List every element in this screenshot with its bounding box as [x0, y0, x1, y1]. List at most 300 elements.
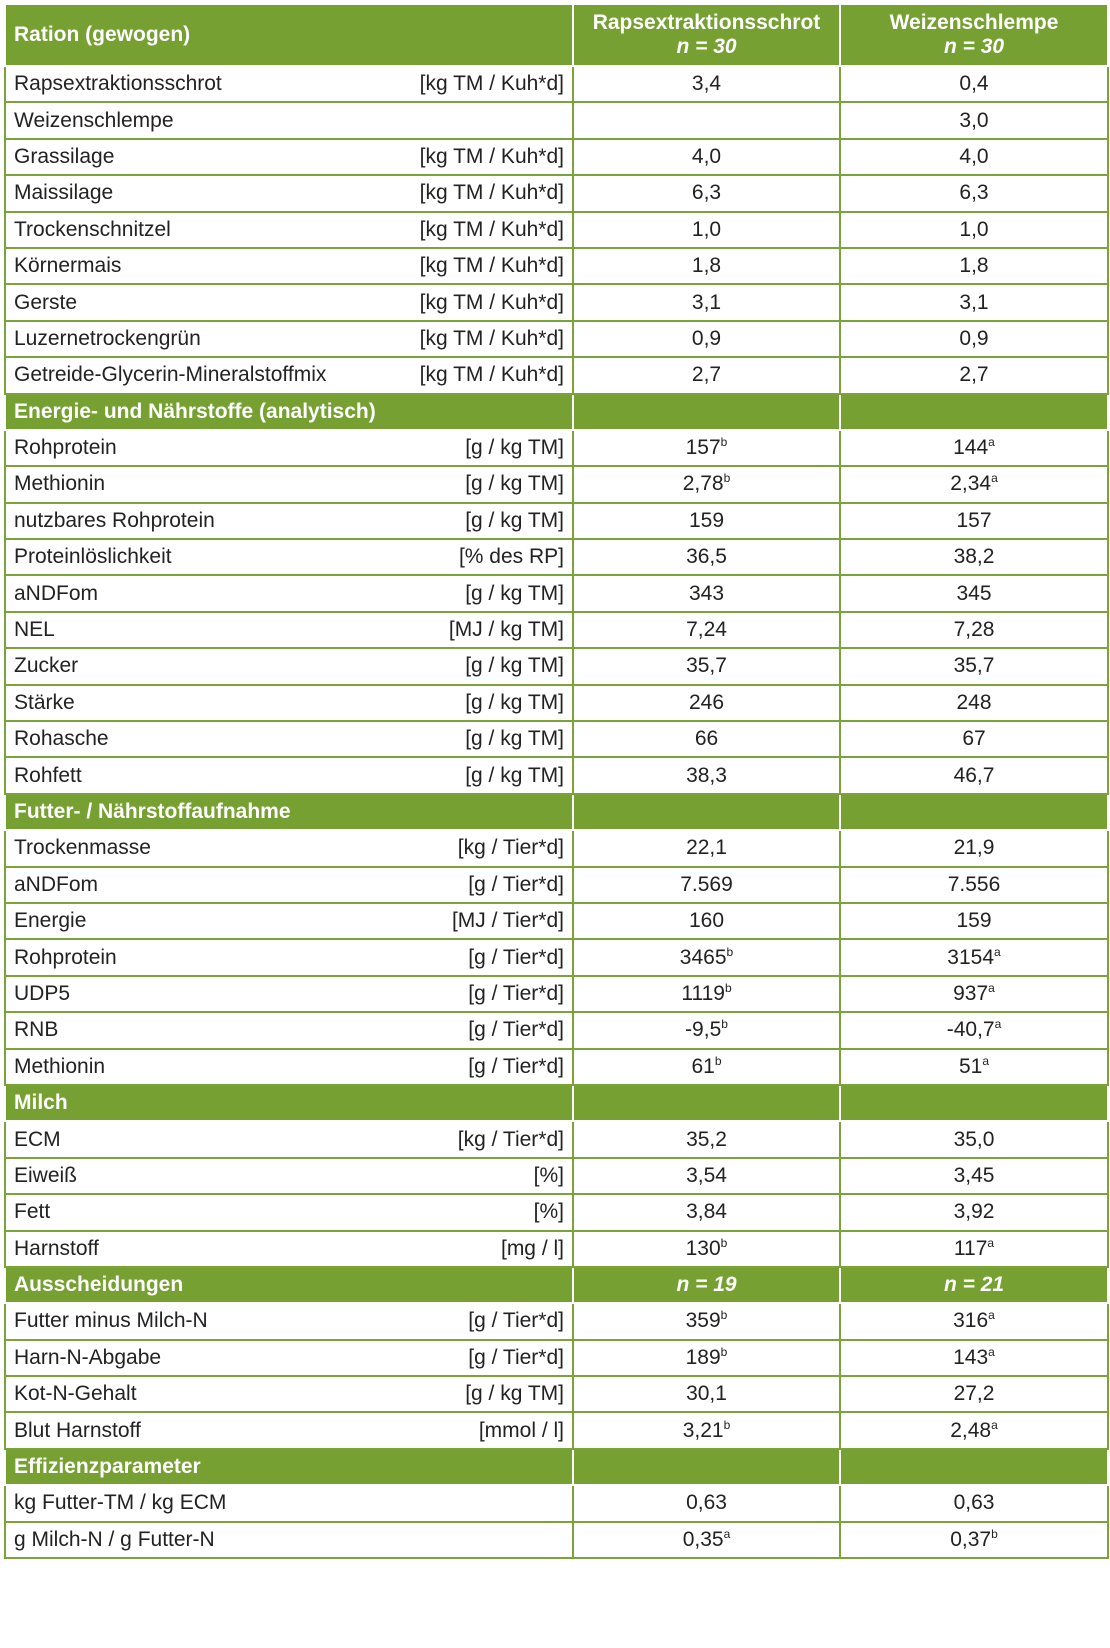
value-raps [573, 976, 840, 1012]
header-col-raps-title: Rapsextraktionsschrot [592, 11, 821, 34]
row-label-cell [5, 357, 573, 393]
significance-letter: b [723, 471, 731, 486]
value-number: 51 [958, 1054, 983, 1078]
row-label-cell [5, 1485, 573, 1521]
table-row [5, 175, 1108, 211]
row-name: Eiweiß [14, 1163, 78, 1187]
value-weizen [840, 139, 1108, 175]
row-name: nutzbares Rohprotein [14, 508, 215, 532]
value-number: 38,2 [953, 545, 995, 569]
row-name: ECM [14, 1127, 61, 1151]
row-label-cell [5, 539, 573, 575]
value-number: 7.569 [680, 872, 733, 896]
row-unit: [g / kg TM] [465, 690, 564, 714]
section-label: Milch [5, 1085, 573, 1121]
value-raps [573, 575, 840, 611]
row-label-cell [5, 248, 573, 284]
row-label-cell [5, 212, 573, 248]
row-name: g Milch-N / g Futter-N [14, 1527, 215, 1551]
value-weizen [840, 648, 1108, 684]
row-unit: [kg TM / Kuh*d] [419, 326, 564, 350]
table-row [5, 1376, 1108, 1412]
table-row [5, 1012, 1108, 1048]
significance-letter: b [714, 1053, 722, 1068]
value-raps [573, 102, 840, 138]
value-number: 1,8 [691, 254, 722, 278]
value-number: 144 [953, 436, 989, 460]
value-number: 143 [953, 1345, 989, 1369]
significance-letter: b [720, 1235, 728, 1250]
row-name: Stärke [14, 690, 75, 714]
table-row [5, 1485, 1108, 1521]
value-number: 189 [685, 1345, 721, 1369]
row-label-cell [5, 466, 573, 502]
value-weizen [840, 539, 1108, 575]
comparison-table [4, 3, 1109, 1559]
row-unit: [g / Tier*d] [468, 945, 564, 969]
value-raps [573, 503, 840, 539]
value-number: 7,28 [953, 618, 995, 642]
value-number: 3,4 [691, 72, 722, 96]
row-label-cell [5, 102, 573, 138]
table-header [5, 4, 1108, 66]
header-col-raps-n: n = 30 [676, 35, 737, 58]
value-raps [573, 539, 840, 575]
row-unit: [mg / l] [500, 1236, 564, 1260]
section-n-raps: n = 19 [573, 1267, 840, 1303]
table-row [5, 212, 1108, 248]
row-label-cell [5, 1012, 573, 1048]
table-row [5, 939, 1108, 975]
value-weizen [840, 575, 1108, 611]
value-raps [573, 648, 840, 684]
value-raps [573, 1158, 840, 1194]
value-number: 36,5 [686, 545, 727, 569]
section-energie [5, 394, 1108, 430]
value-weizen [840, 466, 1108, 502]
value-number: -9,5 [685, 1018, 722, 1042]
significance-letter: b [724, 980, 732, 995]
row-name: Maissilage [14, 181, 114, 205]
value-raps [573, 1303, 840, 1339]
row-label-cell [5, 976, 573, 1012]
significance-letter: a [991, 471, 998, 486]
value-raps [573, 466, 840, 502]
value-weizen [840, 1303, 1108, 1339]
value-weizen [840, 503, 1108, 539]
significance-letter: b [720, 1344, 728, 1359]
value-raps [573, 1376, 840, 1412]
table-row [5, 1158, 1108, 1194]
value-raps [573, 1522, 840, 1558]
table-row [5, 867, 1108, 903]
row-label-cell [5, 1303, 573, 1339]
section-ausscheidungen [5, 1267, 1108, 1303]
value-weizen [840, 175, 1108, 211]
significance-letter: b [720, 1308, 728, 1323]
row-unit: [kg TM / Kuh*d] [419, 181, 564, 205]
value-number: 4,0 [959, 144, 989, 168]
value-raps [573, 1121, 840, 1157]
row-unit: [%] [533, 1163, 564, 1187]
value-number: 22,1 [686, 836, 727, 860]
value-weizen [840, 102, 1108, 138]
value-number: 7,24 [686, 618, 727, 642]
value-number: 159 [956, 909, 992, 933]
value-number: 937 [953, 981, 989, 1005]
value-number: 67 [962, 727, 986, 751]
value-number: 343 [688, 581, 725, 605]
value-raps [573, 685, 840, 721]
value-number: 130 [685, 1236, 721, 1260]
value-number: 316 [953, 1309, 989, 1333]
value-number: 2,48 [950, 1418, 992, 1442]
header-label: Ration (gewogen) [5, 4, 573, 66]
row-label-cell [5, 757, 573, 793]
row-name: Methionin [14, 1054, 106, 1078]
value-number: 66 [694, 727, 719, 751]
table-row [5, 903, 1108, 939]
value-number: 3,1 [959, 290, 989, 314]
table-row [5, 503, 1108, 539]
value-raps [573, 357, 840, 393]
header-col-raps [573, 4, 840, 66]
row-unit: [g / kg TM] [465, 581, 564, 605]
value-weizen [840, 685, 1108, 721]
value-number: 3,92 [953, 1200, 995, 1224]
value-number: 3,45 [953, 1163, 995, 1187]
value-weizen [840, 357, 1108, 393]
table-row [5, 430, 1108, 466]
table-row [5, 612, 1108, 648]
value-weizen [840, 248, 1108, 284]
row-label-cell [5, 685, 573, 721]
value-raps [573, 612, 840, 648]
value-raps [573, 212, 840, 248]
significance-letter: a [982, 1053, 990, 1068]
value-weizen [840, 1522, 1108, 1558]
value-weizen [840, 830, 1108, 866]
row-name: Getreide-Glycerin-Mineralstoffmix [14, 363, 327, 387]
row-name: aNDFom [14, 581, 99, 605]
row-label-cell [5, 612, 573, 648]
row-label-cell [5, 1412, 573, 1448]
row-label-cell [5, 1121, 573, 1157]
significance-letter: a [988, 980, 995, 995]
header-col-weizen-title: Weizenschlempe [889, 11, 1059, 34]
row-label-cell [5, 903, 573, 939]
row-unit: [% des RP] [458, 545, 564, 569]
value-number: 3,0 [959, 108, 989, 132]
row-label-cell [5, 1049, 573, 1085]
section-n-raps [573, 794, 840, 830]
row-label-cell [5, 139, 573, 175]
row-name: RNB [14, 1018, 59, 1042]
value-number: 157 [956, 508, 992, 532]
value-weizen [840, 721, 1108, 757]
value-number: 6,3 [691, 181, 722, 205]
value-weizen [840, 903, 1108, 939]
row-unit: [kg TM / Kuh*d] [419, 290, 564, 314]
row-unit: [g / kg TM] [465, 727, 564, 751]
value-number: 0,63 [953, 1491, 995, 1515]
value-number: 246 [688, 690, 725, 714]
row-label-cell [5, 721, 573, 757]
value-number: 2,78 [682, 472, 724, 496]
section-label: Energie- und Nährstoffe (analytisch) [5, 394, 573, 430]
significance-letter: a [991, 1417, 998, 1432]
row-label-cell [5, 430, 573, 466]
table-row [5, 102, 1108, 138]
row-unit: [g / Tier*d] [468, 1345, 564, 1369]
significance-letter: a [988, 1308, 995, 1323]
row-name: Methionin [14, 472, 106, 496]
table-row [5, 1522, 1108, 1558]
row-unit: [g / Tier*d] [468, 981, 564, 1005]
header-col-weizen-n: n = 30 [943, 35, 1005, 58]
value-weizen [840, 321, 1108, 357]
value-number: 160 [688, 909, 725, 933]
row-label-cell [5, 503, 573, 539]
table-row [5, 357, 1108, 393]
row-name: Harnstoff [14, 1236, 99, 1260]
row-unit: [kg TM / Kuh*d] [419, 363, 564, 387]
table-row [5, 721, 1108, 757]
row-name: Blut Harnstoff [14, 1418, 141, 1442]
row-unit: [kg TM / Kuh*d] [419, 72, 564, 96]
row-unit: [mmol / l] [478, 1418, 564, 1442]
row-label-cell [5, 321, 573, 357]
row-name: Rapsextraktionsschrot [14, 72, 222, 96]
value-weizen [840, 1158, 1108, 1194]
value-raps [573, 1340, 840, 1376]
row-name: kg Futter-TM / kg ECM [14, 1491, 227, 1515]
value-number: 21,9 [953, 836, 995, 860]
significance-letter: b [991, 1526, 998, 1541]
value-raps [573, 830, 840, 866]
row-unit: [kg TM / Kuh*d] [419, 254, 564, 278]
value-number: 3154 [947, 945, 995, 969]
row-name: Körnermais [14, 254, 122, 278]
table-row [5, 1340, 1108, 1376]
row-label-cell [5, 1158, 573, 1194]
value-weizen [840, 212, 1108, 248]
value-raps [573, 1194, 840, 1230]
table-row [5, 466, 1108, 502]
value-number: 35,2 [686, 1127, 727, 1151]
row-unit: [kg TM / Kuh*d] [419, 144, 564, 168]
value-number: 4,0 [691, 144, 722, 168]
value-weizen [840, 757, 1108, 793]
value-number: 1119 [681, 981, 725, 1005]
row-name: UDP5 [14, 981, 71, 1005]
significance-letter: a [994, 944, 1001, 959]
value-number: 1,8 [959, 254, 989, 278]
value-number: 35,7 [686, 654, 727, 678]
row-label-cell [5, 284, 573, 320]
value-raps [573, 1231, 840, 1267]
row-label-cell [5, 66, 573, 102]
value-weizen [840, 66, 1108, 102]
row-unit: [MJ / kg TM] [448, 618, 564, 642]
value-number: 248 [956, 690, 992, 714]
value-raps [573, 721, 840, 757]
value-number: 2,7 [691, 363, 722, 387]
row-name: Rohfett [14, 763, 82, 787]
section-label: Ausscheidungen [5, 1267, 573, 1303]
row-unit: [g / kg TM] [465, 436, 564, 460]
value-number: 0,9 [959, 326, 989, 350]
value-number: 3,54 [686, 1163, 727, 1187]
row-unit: [g / Tier*d] [468, 1054, 564, 1078]
table-row [5, 1049, 1108, 1085]
value-weizen [840, 1121, 1108, 1157]
value-number: 46,7 [953, 763, 995, 787]
value-number: 345 [956, 581, 992, 605]
row-unit: [g / Tier*d] [468, 1309, 564, 1333]
value-weizen [840, 1231, 1108, 1267]
section-n-raps [573, 1449, 840, 1485]
significance-letter: a [723, 1526, 731, 1541]
row-name: Rohasche [14, 727, 109, 751]
row-label-cell [5, 1340, 573, 1376]
row-name: Trockenschnitzel [14, 217, 171, 241]
row-label-cell [5, 830, 573, 866]
value-number: 2,7 [959, 363, 989, 387]
row-unit: [g / Tier*d] [468, 872, 564, 896]
table-row [5, 284, 1108, 320]
section-n-weizen [840, 394, 1108, 430]
row-unit: [g / kg TM] [465, 472, 564, 496]
row-unit: [g / kg TM] [465, 1382, 564, 1406]
row-label-cell [5, 1522, 573, 1558]
value-number: 2,34 [950, 472, 992, 496]
value-raps [573, 248, 840, 284]
value-raps [573, 1012, 840, 1048]
row-unit: [g / kg TM] [465, 654, 564, 678]
value-weizen [840, 1012, 1108, 1048]
value-raps [573, 903, 840, 939]
row-name: Rohprotein [14, 436, 117, 460]
row-unit: [kg / Tier*d] [457, 1127, 564, 1151]
section-futter [5, 794, 1108, 830]
section-n-weizen [840, 1085, 1108, 1121]
value-number: 3,1 [691, 290, 722, 314]
value-number: 61 [691, 1054, 715, 1078]
value-weizen [840, 939, 1108, 975]
table-row [5, 321, 1108, 357]
value-number: 0,63 [686, 1491, 727, 1515]
value-raps [573, 139, 840, 175]
value-raps [573, 430, 840, 466]
table-row [5, 1303, 1108, 1339]
table-row [5, 830, 1108, 866]
value-number: 3,84 [686, 1200, 727, 1224]
section-label: Effizienzparameter [5, 1449, 573, 1485]
value-raps [573, 1485, 840, 1521]
value-raps [573, 1049, 840, 1085]
row-name: Trockenmasse [14, 836, 151, 860]
value-number: 0,35 [682, 1527, 724, 1551]
row-name: Energie [14, 909, 87, 933]
value-weizen [840, 1412, 1108, 1448]
row-unit: [kg TM / Kuh*d] [419, 217, 564, 241]
significance-letter: a [988, 435, 995, 450]
value-raps [573, 175, 840, 211]
row-label-cell [5, 939, 573, 975]
row-name: Weizenschlempe [14, 108, 174, 132]
row-name: Luzernetrockengrün [14, 326, 201, 350]
row-label-cell [5, 175, 573, 211]
significance-letter: a [988, 1344, 995, 1359]
section-label: Futter- / Nährstoffaufnahme [5, 794, 573, 830]
value-raps [573, 757, 840, 793]
value-number: 1,0 [959, 217, 989, 241]
value-weizen [840, 1049, 1108, 1085]
table-row [5, 1412, 1108, 1448]
row-unit: [g / kg TM] [465, 508, 564, 532]
table-row [5, 1121, 1108, 1157]
table-row [5, 248, 1108, 284]
value-number: 35,7 [953, 654, 995, 678]
row-label-cell [5, 575, 573, 611]
value-raps [573, 1412, 840, 1448]
significance-letter: b [721, 1017, 728, 1032]
value-weizen [840, 284, 1108, 320]
table-row [5, 139, 1108, 175]
table-row [5, 575, 1108, 611]
row-name: Gerste [14, 290, 78, 314]
value-weizen [840, 1376, 1108, 1412]
row-label-cell [5, 1194, 573, 1230]
row-name: Kot-N-Gehalt [14, 1382, 137, 1406]
section-milch [5, 1085, 1108, 1121]
value-number: 159 [688, 508, 725, 532]
table-row [5, 976, 1108, 1012]
value-raps [573, 939, 840, 975]
value-number: 0,9 [691, 326, 722, 350]
significance-letter: b [723, 1417, 731, 1432]
row-name: Proteinlöslichkeit [14, 545, 172, 569]
significance-letter: b [726, 944, 734, 959]
value-weizen [840, 1485, 1108, 1521]
row-name: Fett [14, 1200, 51, 1224]
row-unit: [g / kg TM] [465, 763, 564, 787]
value-number: 27,2 [953, 1382, 995, 1406]
row-name: Futter minus Milch-N [14, 1309, 208, 1333]
value-raps [573, 321, 840, 357]
significance-letter: a [994, 1017, 1002, 1032]
value-number: 157 [685, 436, 721, 460]
table-row [5, 757, 1108, 793]
section-n-weizen [840, 794, 1108, 830]
section-n-weizen [840, 1449, 1108, 1485]
row-unit: [%] [533, 1200, 564, 1224]
value-number: 6,3 [959, 181, 989, 205]
significance-letter: b [720, 435, 728, 450]
row-unit: [g / Tier*d] [468, 1018, 564, 1042]
value-weizen [840, 1194, 1108, 1230]
value-weizen [840, 430, 1108, 466]
value-weizen [840, 612, 1108, 648]
value-number: 3,21 [682, 1418, 724, 1442]
value-number: 0,37 [950, 1527, 992, 1551]
value-weizen [840, 976, 1108, 1012]
value-raps [573, 867, 840, 903]
value-number: 35,0 [953, 1127, 995, 1151]
value-number: 30,1 [686, 1382, 727, 1406]
row-label-cell [5, 867, 573, 903]
